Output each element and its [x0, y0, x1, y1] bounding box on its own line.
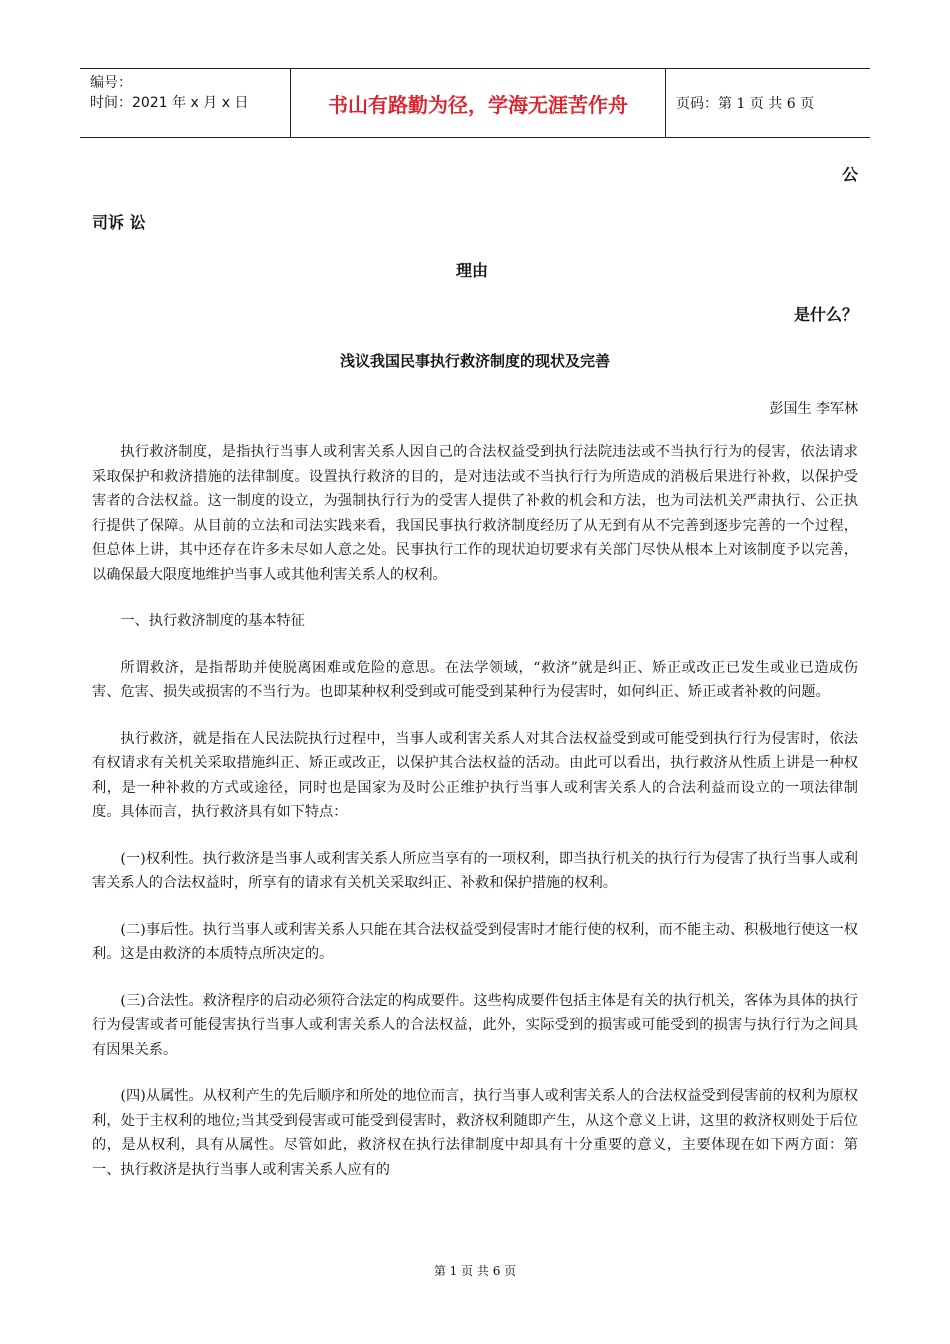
title-fragment-2: 司诉 讼 — [92, 213, 146, 232]
section-heading: 一、执行救济制度的基本特征 — [120, 613, 305, 629]
title-fragment-1: 公 — [841, 165, 858, 184]
paragraph: 执行救济，就是指在人民法院执行过程中，当事人或利害关系人对其合法权益受到或可能受到执行行为侵害时，依法有权请求有关机关采取措施纠正、矫正或改正，以保护其合法权益的活动。由此可以看出，执行救济从性质上讲是一种权利，是一种补救的方式或途径，同时也是国家为及时公正维护执行当事人或利害关系人的合法利益而设立的一项法律制度。具体而言，执行救济具有如下特点： — [92, 730, 858, 820]
document-body — [92, 440, 858, 1204]
motto: 书山有路勤为径，学海无涯苦作舟 — [291, 69, 666, 137]
title-fragment-3: 理由 — [456, 261, 489, 280]
document-author: 彭国生 李军林 — [769, 401, 858, 417]
page-info: 页码：第 1 页 共 6 页 — [676, 96, 815, 112]
number-label: 编号： — [90, 75, 132, 91]
document-title: 浅议我国民事执行救济制度的现状及完善 — [339, 352, 610, 370]
paragraph: 执行救济制度，是指执行当事人或利害关系人因自己的合法权益受到执行法院违法或不当执行行为的侵害，依法请求采取保护和救济措施的法律制度。设置执行救济的目的，是对违法或不当执行行为所造成的消极后果进行补救，以保护受害者的合法权益。这一制度的设立，为强制执行行为的受害人提供了补救的机会和方法，也为司法机关严肃执行、公正执行提供了保障。从目前的立法和司法实践来看，我国民事执行救济制度经历了从无到有从不完善到逐步完善的一个过程，但总体上讲，其中还存在许多未尽如人意之处。民事执行工作的现状迫切要求有关部门尽快从根本上对该制度予以完善，以确保最大限度地维护当事人或其他利害关系人的权利。 — [92, 444, 858, 583]
header-meta — [80, 69, 291, 137]
time-label: 时间：2021 年 x 月 x 日 — [90, 95, 249, 111]
page-footer: 第 1 页 共 6 页 — [433, 1264, 517, 1278]
header-table — [80, 68, 870, 138]
title-fragment-4: 是什么？ — [793, 305, 858, 324]
paragraph: (一)权利性。执行救济是当事人或利害关系人所应当享有的一项权利，即当执行机关的执行行为侵害了执行当事人或利害关系人的合法权益时，所享有的请求有关机关采取纠正、补救和保护措施的权利。 — [92, 850, 858, 891]
paragraph: (二)事后性。执行当事人或利害关系人只能在其合法权益受到侵害时才能行使的权利，而不能主动、积极地行使这一权利。这是由救济的本质特点所决定的。 — [92, 921, 858, 962]
paragraph: (四)从属性。从权利产生的先后顺序和所处的地位而言，执行当事人或利害关系人的合法权益受到侵害前的权利为原权利，处于主权利的地位;当其受到侵害或可能受到侵害时，救济权利随即产生，从这个意义上讲，这里的救济权则处于后位的，是从权利，具有从属性。尽管如此，救济权在执行法律制度中却具有十分重要的意义，主要体现在如下两方面：第一、执行救济是执行当事人或利害关系人应有的 — [92, 1088, 858, 1178]
paragraph: (三)合法性。救济程序的启动必须符合法定的构成要件。这些构成要件包括主体是有关的执行机关，客体为具体的执行行为侵害或者可能侵害执行当事人或利害关系人的合法权益，此外，实际受到的损害或可能受到的损害与执行行为之间具有因果关系。 — [92, 992, 858, 1058]
paragraph: 所谓救济，是指帮助并使脱离困难或危险的意思。在法学领域，“救济”就是纠正、矫正或改正已发生或业已造成伤害、危害、损失或损害的不当行为。也即某种权利受到或可能受到某种行为侵害时，如何纠正、矫正或者补救的问题。 — [92, 659, 858, 700]
